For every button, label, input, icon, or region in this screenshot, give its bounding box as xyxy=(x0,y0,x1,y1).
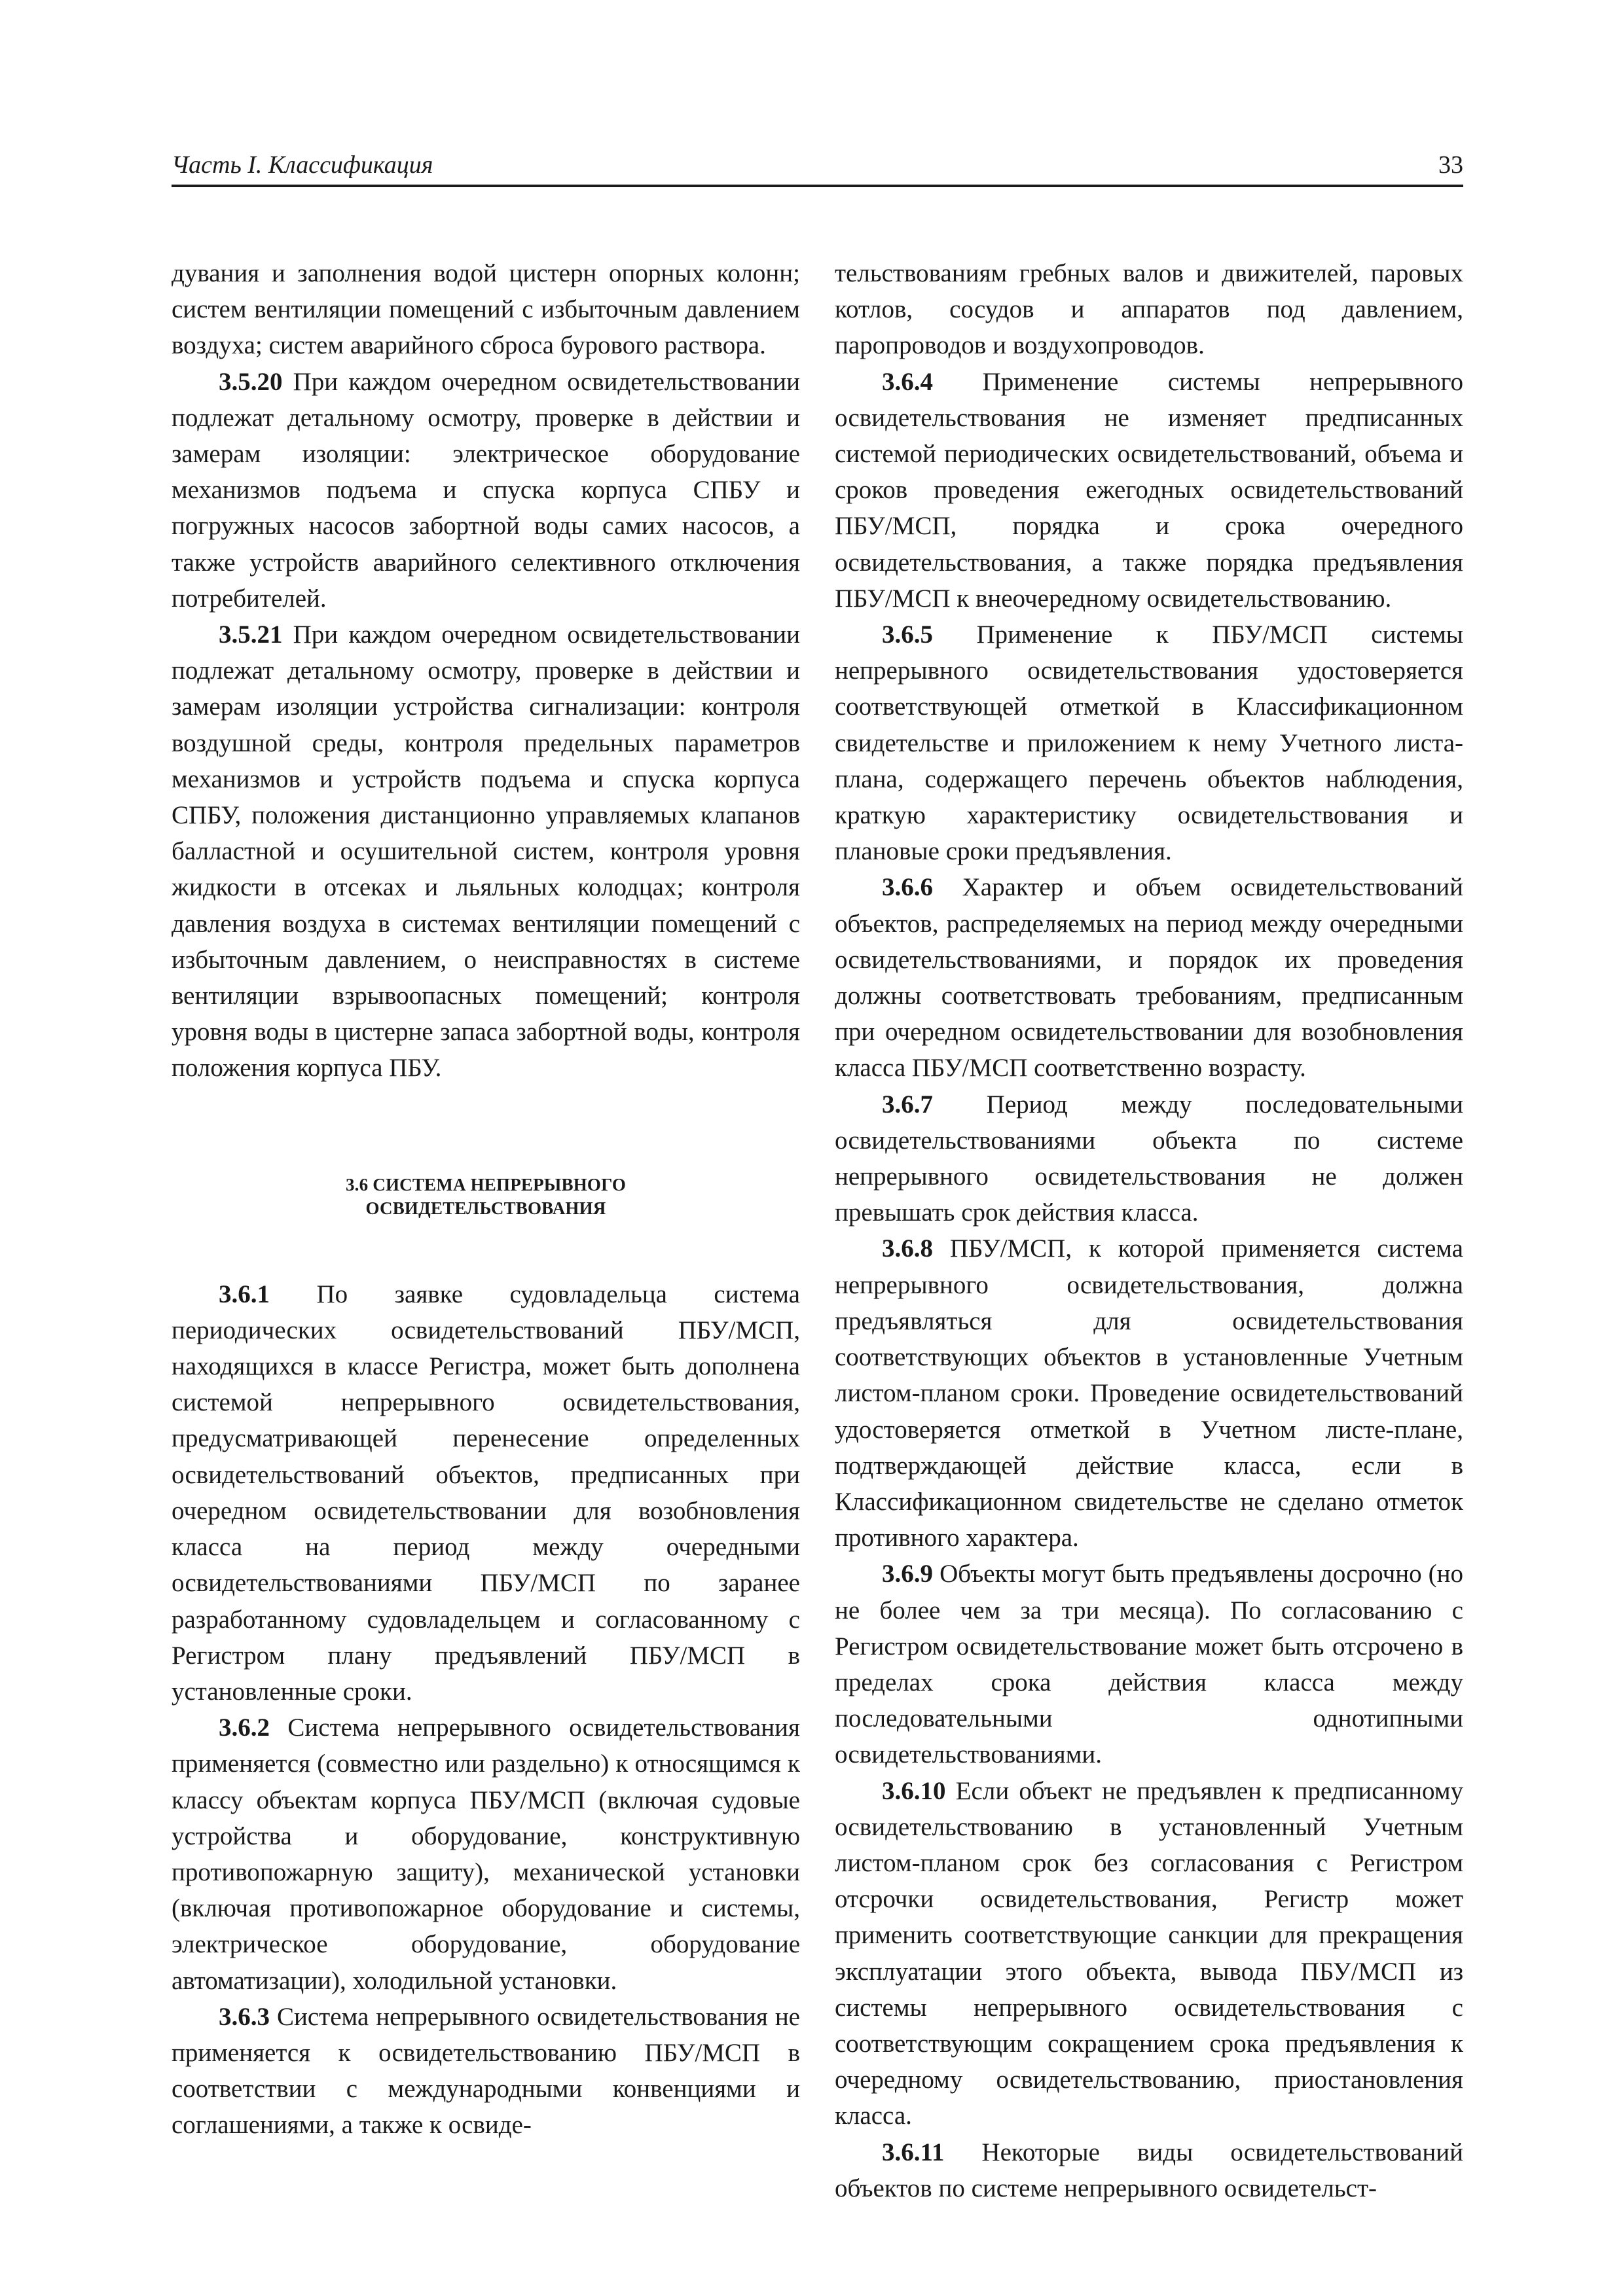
paragraph-3-6-9 xyxy=(835,1556,1463,1772)
clause-text: ПБУ/МСП, к которой применяется система непрерывного освидетельствования, должна предъявляться для освидетельствования соответствующих объектов в установленные Учетным листом-планом сроки. Проведение освидетельствований удостоверяется отметкой в Учетном листе-плане, подтверждающей действие класса, если в Классификационном свидетельстве не сделано отметок противного характера. xyxy=(835,1234,1463,1552)
clause-text: Объекты могут быть предъявлены досрочно (но не более чем за три месяца). По согласованию с Регистром освидетельствование может быть отсрочено в пределах срока действия класса между последовательными однотипными освидетельствованиями. xyxy=(835,1560,1463,1769)
paragraph-3-6-11 xyxy=(835,2134,1463,2206)
clause-number: 3.6.9 xyxy=(882,1560,933,1588)
clause-number: 3.5.21 xyxy=(219,620,283,649)
clause-text: Применение системы непрерывного освидетельствования не изменяет предписанных системой периодических освидетельствований, объема и сроков проведения ежегодных освидетельствований ПБУ/МСП, порядка и срока очередного освидетельствования, а также порядка предъявления ПБУ/МСП к внеочередному освидетельствованию. xyxy=(835,367,1463,613)
paragraph-3-6-10 xyxy=(835,1773,1463,2134)
clause-text: Некоторые виды освидетельствований объектов по системе непрерывного освидетельст- xyxy=(835,2138,1463,2202)
paragraph-3-6-1 xyxy=(172,1276,800,1710)
clause-text: Характер и объем освидетельствований объектов, распределяемых на период между очередными освидетельствованиями, и порядок их проведения должны соответствовать требованиям, предписанным при очередном освидетельствовании для возобновления класса ПБУ/МСП соответственно возрасту. xyxy=(835,873,1463,1083)
paragraph-continuation: дувания и заполнения водой цистерн опорных колонн; систем вентиляции помещений с избыточным давлением воздуха; систем аварийного сброса бурового раствора. xyxy=(172,259,800,360)
clause-text: При каждом очередном освидетельствовании подлежат детальному осмотру, проверке в действии и замерам изоляции устройства сигнализации: контроля воздушной среды, контроля предельных параметров механизмов и устройств подъема и спуска корпуса СПБУ, положения дистанционно управляемых клапанов балластной и осушительной систем, контроля уровня жидкости в отсеках и льяльных колодцах; контроля давления воздуха в системах вентиляции помещений с избыточным давлением, о неисправностях в системе вентиляции взрывоопасных помещений; контроля уровня воды в цистерне запаса забортной воды, контроля положения корпуса ПБУ. xyxy=(172,620,800,1083)
clause-number: 3.6.4 xyxy=(882,367,933,396)
clause-number: 3.6.11 xyxy=(882,2138,945,2166)
clause-text: При каждом очередном освидетельствовании подлежат детальному осмотру, проверке в действии и замерам изоляции: электрическое оборудование механизмов подъема и спуска корпуса СПБУ и погружных насосов забортной воды самих насосов, а также устройств аварийного селективного отключения потребителей. xyxy=(172,367,800,613)
clause-number: 3.5.20 xyxy=(219,367,283,396)
right-column xyxy=(835,255,1463,2206)
clause-number: 3.6.3 xyxy=(219,2002,270,2031)
paragraph-3-6-8 xyxy=(835,1230,1463,1556)
clause-number: 3.6.6 xyxy=(882,873,933,902)
clause-text: Применение к ПБУ/МСП системы непрерывного освидетельствования удостоверяется соответствующей отметкой в Классификационном свидетельстве и приложением к нему Учетного листа-плана, содержащего перечень объектов наблюдения, краткую характеристику освидетельствования и плановые сроки предъявления. xyxy=(835,620,1463,866)
clause-number: 3.6.5 xyxy=(882,620,933,649)
clause-number: 3.6.1 xyxy=(219,1280,270,1308)
paragraph-3-6-7 xyxy=(835,1086,1463,1231)
paragraph-3-5-21 xyxy=(172,617,800,1086)
paragraph-3-6-4 xyxy=(835,364,1463,617)
clause-number: 3.6.10 xyxy=(882,1776,946,1805)
paragraph-3-6-5 xyxy=(835,617,1463,869)
paragraph-3-6-2 xyxy=(172,1710,800,1999)
section-heading xyxy=(172,1173,800,1220)
paragraph-3-6-3 xyxy=(172,1999,800,2144)
page-number: 33 xyxy=(1438,151,1463,179)
clause-text: Система непрерывного освидетельствования не применяется к освидетельствованию ПБУ/МСП в соответствии с международными конвенциями и соглашениями, а также к освиде- xyxy=(172,2002,800,2140)
paragraph-continuation: тельствованиям гребных валов и движителей, паровых котлов, сосудов и аппаратов под давлением, паропроводов и воздухопроводов. xyxy=(835,259,1463,360)
clause-text: Период между последовательными освидетельствованиями объекта по системе непрерывного освидетельствования не должен превышать срок действия класса. xyxy=(835,1090,1463,1227)
running-header-title: Часть I. Классификация xyxy=(172,151,433,179)
clause-text: По заявке судовладельца система периодических освидетельствований ПБУ/МСП, находящихся в классе Регистра, может быть дополнена системой непрерывного освидетельствования, предусматривающей перенесение определенных освидетельствований объектов, предписанных при очередном освидетельствовании для возобновления класса на период между очередными освидетельствованиями ПБУ/МСП по заранее разработанному судовладельцем и согласованному с Регистром плану предъявлений ПБУ/МСП в установленные сроки. xyxy=(172,1280,800,1706)
clause-number: 3.6.8 xyxy=(882,1234,933,1263)
running-header xyxy=(172,145,1463,187)
clause-number: 3.6.7 xyxy=(882,1090,933,1119)
section-heading-line-2: ОСВИДЕТЕЛЬСТВОВАНИЯ xyxy=(365,1198,606,1218)
paragraph-3-5-20 xyxy=(172,364,800,617)
section-heading-line-1: 3.6 СИСТЕМА НЕПРЕРЫВНОГО xyxy=(345,1174,627,1194)
clause-text: Если объект не предъявлен к предписанному освидетельствованию в установленный Учетным листом-планом срок без согласования с Регистром отсрочки освидетельствования, Регистр может применить соответствующие санкции для прекращения эксплуатации этого объекта, вывода ПБУ/МСП из системы непрерывного освидетельствования с соответствующим сокращением срока предъявления к очередному освидетельствованию, приостановления класса. xyxy=(835,1776,1463,2130)
clause-text: Система непрерывного освидетельствования применяется (совместно или раздельно) к относящимся к классу объектам корпуса ПБУ/МСП (включая судовые устройства и оборудование, конструктивную противопожарную защиту), механической установки (включая противопожарное оборудование и системы, электрическое оборудование, оборудование автоматизации), холодильной установки. xyxy=(172,1713,800,1995)
clause-number: 3.6.2 xyxy=(219,1713,270,1742)
paragraph-3-6-6 xyxy=(835,869,1463,1086)
left-column xyxy=(172,255,800,2144)
